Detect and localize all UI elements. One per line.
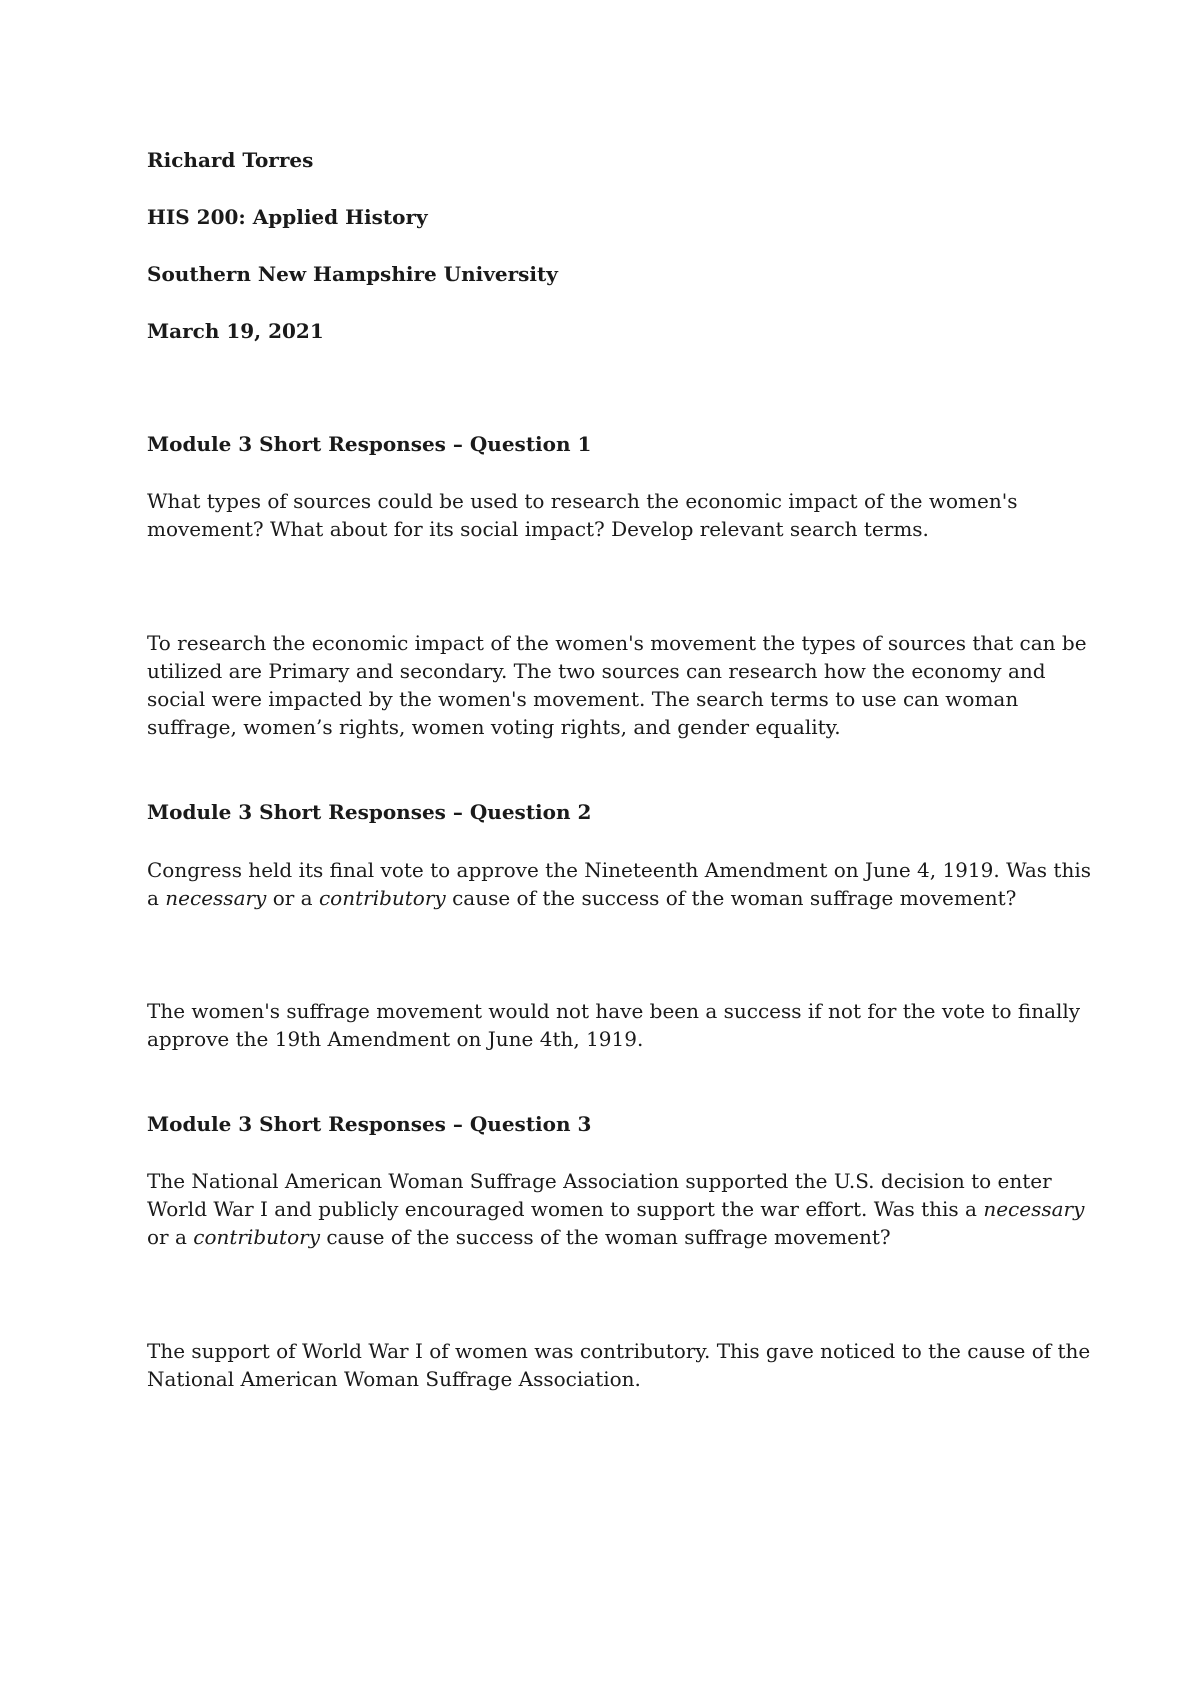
q3-prompt-text: cause of the success of the woman suffrage movement? <box>320 1225 891 1249</box>
q3-heading: Module 3 Short Responses – Question 3 <box>147 1112 592 1136</box>
q1-prompt-line: What types of sources could be used to research the economic impact of the women's <box>147 489 1018 513</box>
q1-answer-line: suffrage, women’s rights, women voting rights, and gender equality. <box>147 715 841 739</box>
q2-answer-line: The women's suffrage movement would not have been a success if not for the vote to finally <box>147 999 1081 1023</box>
q3-prompt-text: World War I and publicly encouraged women to support the war effort. Was this a <box>147 1197 984 1221</box>
q2-prompt-text: cause of the success of the woman suffrage movement? <box>445 886 1017 910</box>
q1-answer-line: utilized are Primary and secondary. The two sources can research how the economy and <box>147 659 1046 683</box>
university-name: Southern New Hampshire University <box>147 262 558 286</box>
q2-prompt-line <box>147 884 1077 912</box>
q3-prompt-line <box>147 1223 1077 1251</box>
q2-prompt-text: a <box>147 886 166 910</box>
course-title: HIS 200: Applied History <box>147 205 428 229</box>
q3-prompt-emphasis-contributory: contributory <box>193 1225 320 1249</box>
q3-prompt-line <box>147 1195 1085 1223</box>
q3-prompt-line: The National American Woman Suffrage Association supported the U.S. decision to enter <box>147 1169 1052 1193</box>
q3-answer-line: The support of World War I of women was contributory. This gave noticed to the cause of the <box>147 1339 1091 1363</box>
q2-prompt-line: Congress held its final vote to approve the Nineteenth Amendment on June 4, 1919. Was this <box>147 858 1092 882</box>
q2-heading: Module 3 Short Responses – Question 2 <box>147 800 592 824</box>
q1-answer-line: social were impacted by the women's movement. The search terms to use can woman <box>147 687 1019 711</box>
q2-prompt-emphasis-necessary: necessary <box>165 886 267 910</box>
author-name: Richard Torres <box>147 148 314 172</box>
q2-prompt-emphasis-contributory: contributory <box>318 886 446 910</box>
q2-prompt-text: or a <box>266 886 319 910</box>
q3-prompt-emphasis-necessary: necessary <box>983 1197 1085 1221</box>
q3-prompt-text: or a <box>147 1225 194 1249</box>
document-date: March 19, 2021 <box>147 319 324 343</box>
q1-answer-line: To research the economic impact of the women's movement the types of sources that can be <box>147 631 1087 655</box>
q1-heading: Module 3 Short Responses – Question 1 <box>147 432 592 456</box>
q1-prompt-line: movement? What about for its social impact? Develop relevant search terms. <box>147 517 929 541</box>
q3-answer-line: National American Woman Suffrage Association. <box>147 1367 641 1391</box>
q2-answer-line: approve the 19th Amendment on June 4th, 1919. <box>147 1027 644 1051</box>
